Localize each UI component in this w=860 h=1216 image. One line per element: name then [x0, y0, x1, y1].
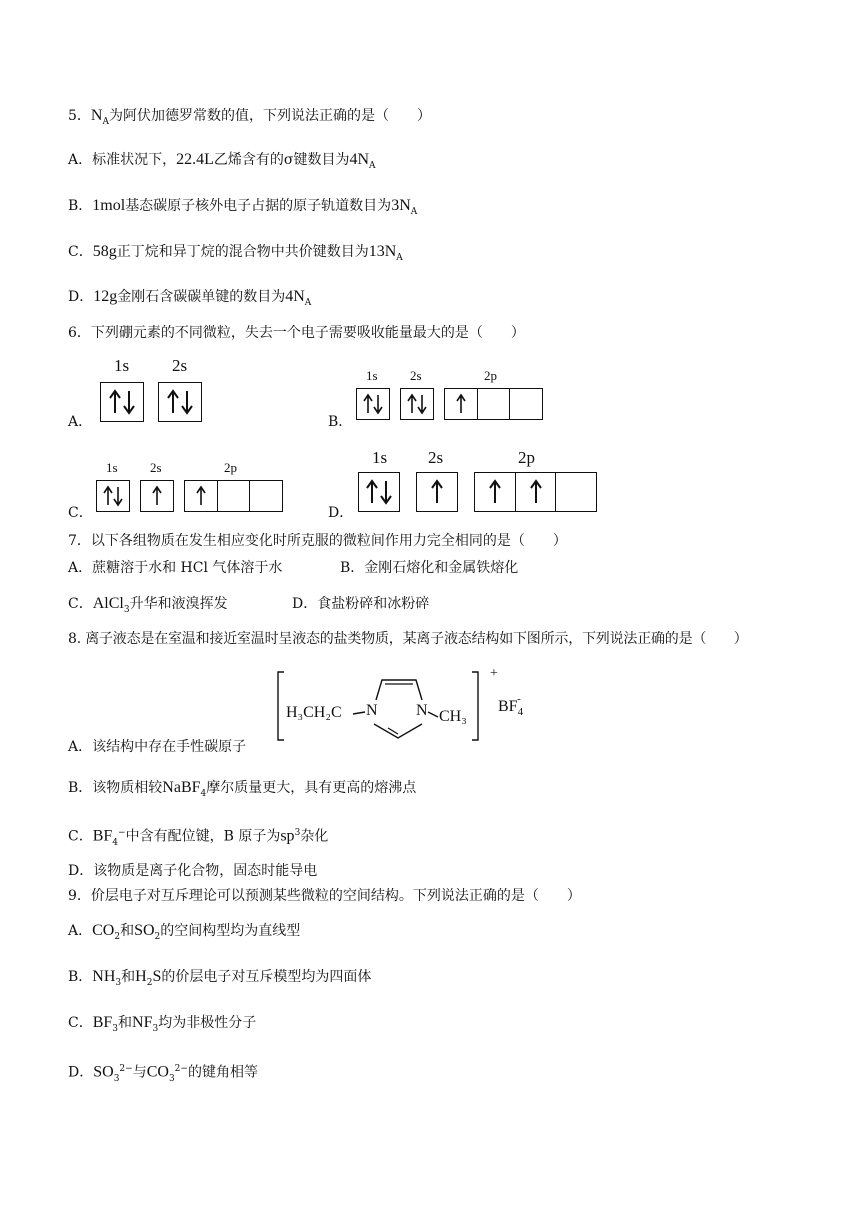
- q5-option-b[interactable]: B．1mol基态碳原子核外电子占据的原子轨道数目为$3N_A$: [68, 197, 418, 217]
- q6-stem: 6．下列硼元素的不同微粒，失去一个电子需要吸收能量最大的是（ ）: [68, 325, 525, 341]
- q9-option-d[interactable]: D．$SO_3^{2-}$与$CO_3^{2-}$的键角相等: [68, 1063, 258, 1084]
- q7-stem: 7．以下各组物质在发生相应变化时所克服的微粒间作用力完全相同的是（ ）: [68, 533, 567, 549]
- up-down-arrow-icon: [404, 392, 430, 416]
- orbital-diagram-b: [352, 366, 552, 424]
- orbital-box-2p-1: [184, 480, 218, 512]
- q8-option-d[interactable]: D．该物质是离子化合物，固态时能导电: [68, 863, 318, 879]
- up-arrow-icon: [188, 484, 214, 508]
- orbital-box-2s: [158, 382, 202, 422]
- orbital-box-2s: [140, 480, 174, 512]
- orbital-diagram-a: [96, 354, 216, 426]
- orbital-box-2p-2: [217, 480, 251, 512]
- q6-option-a[interactable]: A．: [68, 414, 93, 430]
- orbital-box-1s: [358, 472, 400, 512]
- q9-option-c[interactable]: C．$BF_3$和$NF_3$均为非极性分子: [68, 1014, 257, 1034]
- q5-stem: 5．$N_A$为阿伏加德罗常数的值，下列说法正确的是（ ）: [68, 107, 431, 127]
- q9-option-a[interactable]: A．$CO_2$和$SO_2$的空间构型均为直线型: [68, 922, 301, 942]
- orbital-box-1s: [356, 388, 390, 420]
- up-down-arrow-icon: [362, 477, 396, 507]
- orbital-box-2p-3: [249, 480, 283, 512]
- q8-option-b[interactable]: B．该物质相较NaBF$_4$摩尔质量更大，具有更高的熔沸点: [68, 779, 417, 799]
- orbital-diagram-c: [92, 458, 292, 516]
- up-arrow-icon: [448, 392, 474, 416]
- orbital-label-1s: 1s: [372, 448, 388, 467]
- orbital-label-2p: 2p: [518, 448, 535, 467]
- orbital-label-2s: 2s: [410, 368, 422, 383]
- orbital-box-2p-3: [509, 388, 543, 420]
- orbital-box-1s: [96, 480, 130, 512]
- up-down-arrow-icon: [104, 387, 140, 417]
- q5-option-c[interactable]: C．58g正丁烷和异丁烷的混合物中共价键数目为$13N_A$: [68, 243, 403, 263]
- q6-option-d[interactable]: D．: [328, 505, 354, 521]
- orbital-label-2p: 2p: [484, 368, 497, 383]
- orbital-label-2s: 2s: [428, 448, 444, 467]
- orbital-label-1s: 1s: [114, 356, 130, 375]
- q8-stem: 8. 离子液态是在室温和接近室温时呈液态的盐类物质，某离子液态结构如下图所示，下列说法正确的是（ ）: [68, 631, 748, 647]
- up-down-arrow-icon: [100, 484, 126, 508]
- ethyl-group-label: H₃CH₂C: [286, 704, 342, 721]
- orbital-label-2s: 2s: [172, 356, 188, 375]
- orbital-label-2s: 2s: [150, 460, 162, 475]
- up-arrow-icon: [420, 477, 454, 507]
- q9-option-b[interactable]: B．$NH_3$和$H_2S$的价层电子对互斥模型均为四面体: [68, 968, 372, 988]
- orbital-label-1s: 1s: [366, 368, 378, 383]
- orbital-box-2p-1: [444, 388, 478, 420]
- methyl-group-label: CH₃: [439, 708, 467, 725]
- up-down-arrow-icon: [162, 387, 198, 417]
- orbital-label-2p: 2p: [224, 460, 237, 475]
- q8-option-a[interactable]: A．该结构中存在手性碳原子: [68, 739, 247, 755]
- q6-option-c[interactable]: C．: [68, 505, 93, 521]
- up-arrow-icon: [144, 484, 170, 508]
- q7-option-c[interactable]: C．AlCl$_3$升华和液溴挥发: [68, 595, 228, 615]
- up-down-arrow-icon: [360, 392, 386, 416]
- orbital-box-2s: [416, 472, 458, 512]
- q5-option-a[interactable]: A．标准状况下，22.4L乙烯含有的σ键数目为$4N_A$: [68, 151, 376, 171]
- orbital-box-2s: [400, 388, 434, 420]
- anion-label: $BF_4^-$: [498, 693, 524, 718]
- orbital-box-2p-3: [555, 472, 597, 512]
- q6-option-b[interactable]: B．: [328, 414, 353, 430]
- ionic-liquid-structure: [276, 664, 536, 748]
- q5-option-d[interactable]: D．12g金刚石含碳碳单键的数目为$4N_A$: [68, 288, 312, 308]
- nitrogen-label: N: [366, 702, 378, 719]
- q7-option-d[interactable]: D．食盐粉碎和冰粉碎: [292, 596, 430, 612]
- nitrogen-label: N: [416, 702, 428, 719]
- cation-charge-label: +: [490, 666, 498, 681]
- q8-option-c[interactable]: C．$BF_4^-$中含有配位键，B 原子为$sp^3$杂化: [68, 827, 329, 848]
- q7-option-b[interactable]: B．金刚石熔化和金属铁熔化: [340, 560, 519, 576]
- orbital-diagram-d: [354, 446, 600, 516]
- q7-option-a[interactable]: A．蔗糖溶于水和 HCl 气体溶于水: [68, 560, 283, 576]
- orbital-box-2p-2: [477, 388, 511, 420]
- q9-stem: 9．价层电子对互斥理论可以预测某些微粒的空间结构。下列说法正确的是（ ）: [68, 888, 581, 904]
- orbital-box-1s: [100, 382, 144, 422]
- orbital-label-1s: 1s: [106, 460, 118, 475]
- up-arrow-icon: [478, 477, 512, 507]
- up-arrow-icon: [519, 477, 553, 507]
- orbital-box-2p-2: [515, 472, 557, 512]
- orbital-box-2p-1: [474, 472, 516, 512]
